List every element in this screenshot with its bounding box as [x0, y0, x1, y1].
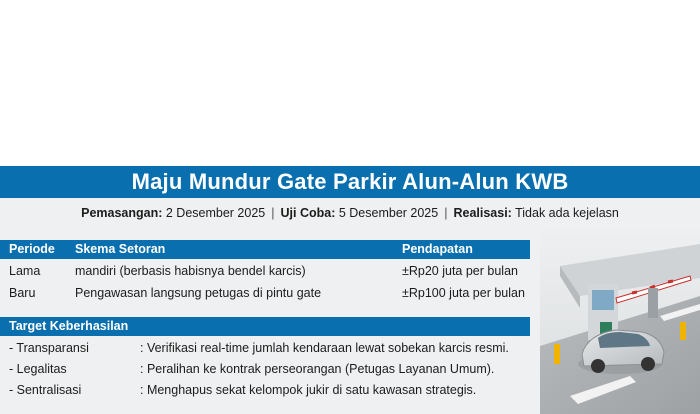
cell-revenue: ±Rp20 juta per bulan — [402, 264, 518, 278]
table-header — [0, 240, 530, 259]
column-header-scheme: Skema Setoran — [75, 242, 166, 256]
timeline-label-installation: Pemasangan: — [81, 206, 163, 220]
timeline-separator: | — [444, 206, 448, 220]
column-header-revenue: Pendapatan — [402, 242, 473, 256]
infographic-panel — [0, 166, 700, 414]
parking-gate-illustration-svg — [540, 226, 700, 414]
targets-heading: Target Keberhasilan — [0, 317, 530, 336]
timeline-value-realization: Tidak ada kejelasn — [515, 206, 619, 220]
cell-scheme: mandiri (berbasis habisnya bendel karcis) — [75, 264, 306, 278]
target-item — [0, 359, 545, 380]
target-description: : Menghapus sekat kelompok jukir di satu kawasan strategis. — [140, 383, 477, 397]
timeline-separator: | — [271, 206, 275, 220]
target-name: - Sentralisasi — [9, 383, 82, 397]
target-description: : Peralihan ke kontrak perseorangan (Petugas Layanan Umum). — [140, 362, 495, 376]
target-description: : Verifikasi real-time jumlah kendaraan lewat sobekan karcis resmi. — [140, 341, 509, 355]
target-name: - Legalitas — [9, 362, 67, 376]
column-header-period: Periode — [9, 242, 55, 256]
timeline-line — [0, 205, 700, 221]
timeline-value-trial: 5 Desember 2025 — [338, 206, 439, 220]
parking-gate-illustration — [540, 226, 700, 414]
timeline-value-installation: 2 Desember 2025 — [165, 206, 266, 220]
infographic-title: Maju Mundur Gate Parkir Alun-Alun KWB — [0, 166, 700, 198]
timeline-label-realization: Realisasi: — [453, 206, 512, 220]
cell-scheme: Pengawasan langsung petugas di pintu gate — [75, 286, 322, 300]
target-item — [0, 338, 545, 359]
table-row — [0, 260, 540, 282]
timeline-label-trial: Uji Coba: — [280, 206, 336, 220]
cell-period: Lama — [9, 264, 41, 278]
target-item — [0, 380, 545, 401]
table-row — [0, 282, 540, 304]
cell-period: Baru — [9, 286, 36, 300]
cell-revenue: ±Rp100 juta per bulan — [402, 286, 525, 300]
target-name: - Transparansi — [9, 341, 89, 355]
